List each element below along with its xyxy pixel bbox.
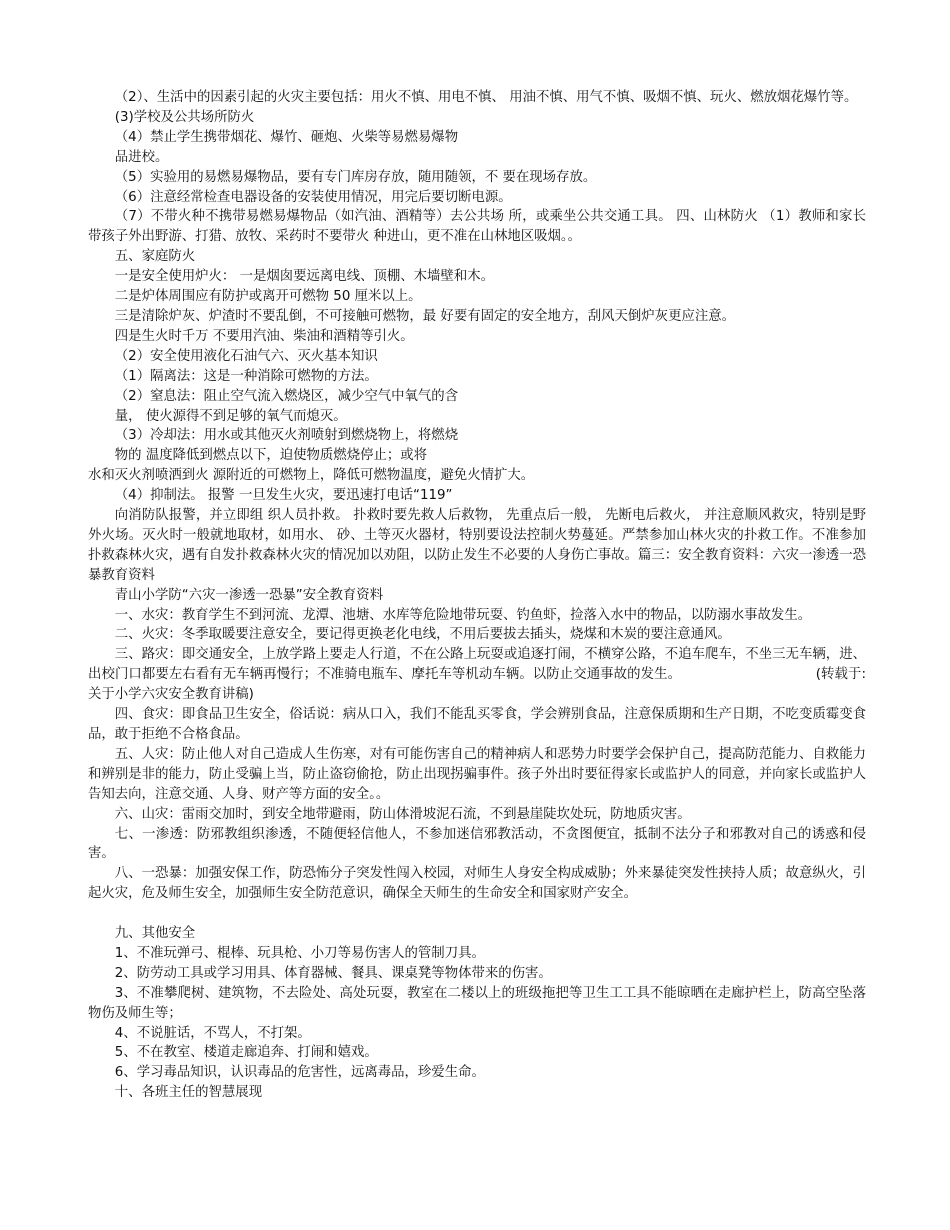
paragraph: （7）不带火种不携带易燃易爆物品（如汽油、酒精等）去公共场 所，或乘坐公共交通工具。 四、山林防火 （1）教师和家长带孩子外出野游、打猎、放牧、采药时不要带火 种进山，更不准在山林地区吸烟。。 bbox=[88, 209, 866, 245]
paragraph: 十、各班主任的智慧展现 bbox=[114, 1085, 263, 1101]
paragraph: 6、学习毒品知识，认识毒品的危害性，远离毒品，珍爱生命。 bbox=[114, 1065, 485, 1081]
paragraph: 九、其他安全 bbox=[114, 926, 196, 942]
paragraph: 向消防队报警，并立即组 织人员扑救。 扑救时要先救人后救物， 先重点后一般， 先断电后救火， 并注意顺风救灾，特别是野外火场。灭火时一般就地取材，如用水、 砂、土等灭火器材，特别要设法控制火势蔓延。严禁参加山林火灾的扑救工作。不准参加扑救森林火灾，遇有自发扑救森林火灾的情况加以劝阻，以防止发生不必要的人身伤亡事故。篇三：安全教育资料：六灾一渗透一恐暴教育资料 bbox=[88, 508, 866, 583]
paragraph: （2）、生活中的因素引起的火灾主要包括：用火不慎、用电不慎、 用油不慎、用气不慎、吸烟不慎、玩火、燃放烟花爆竹等。 bbox=[114, 90, 858, 105]
paragraph: 一是安全使用炉火： 一是烟囱要远离电线、顶棚、木墙壁和木。 bbox=[114, 269, 494, 285]
paragraph: （1）隔离法：这是一种消除可燃物的方法。 bbox=[114, 368, 378, 384]
paragraph: 一、水灾：教育学生不到河流、龙潭、池塘、水库等危险地带玩耍、钓鱼虾，捡落入水中的物品，以防溺水事故发生。 bbox=[114, 607, 812, 623]
paragraph: 1、不准玩弹弓、棍棒、玩具枪、小刀等易伤害人的管制刀具。 bbox=[114, 945, 485, 961]
paragraph: 四是生火时千万 不要用汽油、柴油和酒精等引火。 bbox=[114, 328, 414, 344]
paragraph: 2、防劳动工具或学习用具、体育器械、餐具、课桌凳等物体带来的伤害。 bbox=[114, 965, 552, 981]
paragraph: 七、一渗透：防邪教组织渗透，不随便轻信他人，不参加迷信邪教活动，不贪图便宜，抵制不法分子和邪教对自己的诱惑和侵害。 bbox=[88, 826, 866, 862]
paragraph: （5）实验用的易燃易爆物品，要有专门库房存放，随用随领，不 要在现场存放。 bbox=[114, 169, 597, 185]
paragraph: （6）注意经常检查电器设备的安装使用情况，用完后要切断电源。 bbox=[114, 189, 512, 205]
paragraph: （3）冷却法：用水或其他灭火剂喷射到燃烧物上，将燃烧 bbox=[114, 428, 459, 444]
paragraph: （4）抑制法。 报警 一旦发生火灾，要迅速打电话“119” bbox=[114, 488, 453, 504]
paragraph: 六、山灾：雷雨交加时，到安全地带避雨，防山体滑坡泥石流，不到悬崖陡坎处玩，防地质灾害。 bbox=[114, 806, 691, 822]
section-gap bbox=[88, 904, 866, 924]
paragraph: 量， 使火源得不到足够的氧气而熄灭。 bbox=[114, 408, 347, 424]
paragraph: 4、不说脏话，不骂人，不打架。 bbox=[114, 1025, 311, 1041]
paragraph: (3)学校及公共场所防火 bbox=[114, 109, 255, 125]
paragraph: 品进校。 bbox=[114, 149, 169, 165]
paragraph: 五、家庭防火 bbox=[114, 249, 196, 265]
paragraph: （2）安全使用液化石油气六、灭火基本知识 bbox=[114, 348, 378, 364]
fire-and-six-disasters-section bbox=[88, 88, 866, 904]
paragraph: （2）窒息法：阻止空气流入燃烧区，减少空气中氧气的含 bbox=[114, 388, 459, 404]
paragraph: （4）禁止学生携带烟花、爆竹、砸炮、火柴等易燃易爆物 bbox=[114, 129, 459, 145]
other-safety-section bbox=[88, 924, 866, 1103]
paragraph: 四、食灾：即食品卫生安全，俗话说：病从口入，我们不能乱买零食，学会辨别食品，注意保质期和生产日期，不吃变质霉变食品，敢于拒绝不合格食品。 bbox=[88, 707, 866, 742]
paragraph: 五、人灾：防止他人对自己造成人生伤寒，对有可能伤害自己的精神病人和恶势力时要学会保护自己，提高防范能力、自救能力和辨别是非的能力，防止受骗上当，防止盗窃偷抢，防止出现拐骗事件。孩子外出时要征得家长或监护人的同意，并向家长或监护人告知去向，注意交通、人身、财产等方面的安全。。 bbox=[88, 746, 866, 802]
paragraph: 物的 温度降低到燃点以下，迫使物质燃烧停止；或将 bbox=[114, 448, 428, 464]
paragraph: 3、不准攀爬树、建筑物，不去险处、高处玩耍，教室在二楼以上的班级拖把等卫生工工具不能晾晒在走廊护栏上，防高空坠落物伤及师生等； bbox=[88, 985, 866, 1021]
paragraph: 青山小学防“六灾一渗透一恐暴”安全教育资料 bbox=[114, 587, 384, 603]
paragraph: 二是炉体周围应有防护或离开可燃物 50 厘米以上。 bbox=[114, 289, 422, 305]
paragraph: 5、不在教室、楼道走廊追奔、打闹和嬉戏。 bbox=[114, 1045, 378, 1061]
document-body bbox=[88, 88, 866, 1103]
paragraph: 水和灭火剂喷洒到火 源附近的可燃物上，降低可燃物温度，避免火情扩大。 bbox=[88, 468, 535, 484]
paragraph: 八、一恐暴：加强安保工作，防恐怖分子突发性闯入校园，对师生人身安全构成威胁；外来暴徒突发性挟持人质；故意纵火，引起火灾，危及师生安全，加强师生安全防范意识，确保全天师生的生命安全和国家财产安全。 bbox=[88, 866, 866, 902]
paragraph: 三、路灾：即交通安全，上放学路上要走人行道，不在公路上玩耍或追逐打闹，不横穿公路，不追车爬车，不坐三无车辆，进、出校门口都要左右看有无车辆再慢行；不准骑电瓶车、摩托车等机动车辆。以防止交通事故的发生。 (转载于:关于小学六灾安全教育讲稿) bbox=[88, 647, 866, 703]
paragraph: 三是清除炉灰、炉渣时不要乱倒，不可接触可燃物，最 好要有固定的安全地方，刮风天倒炉灰更应注意。 bbox=[114, 308, 736, 324]
paragraph: 二、火灾：冬季取暖要注意安全，要记得更换老化电线，不用后要拔去插头，烧煤和木炭的要注意通风。 bbox=[114, 627, 731, 643]
